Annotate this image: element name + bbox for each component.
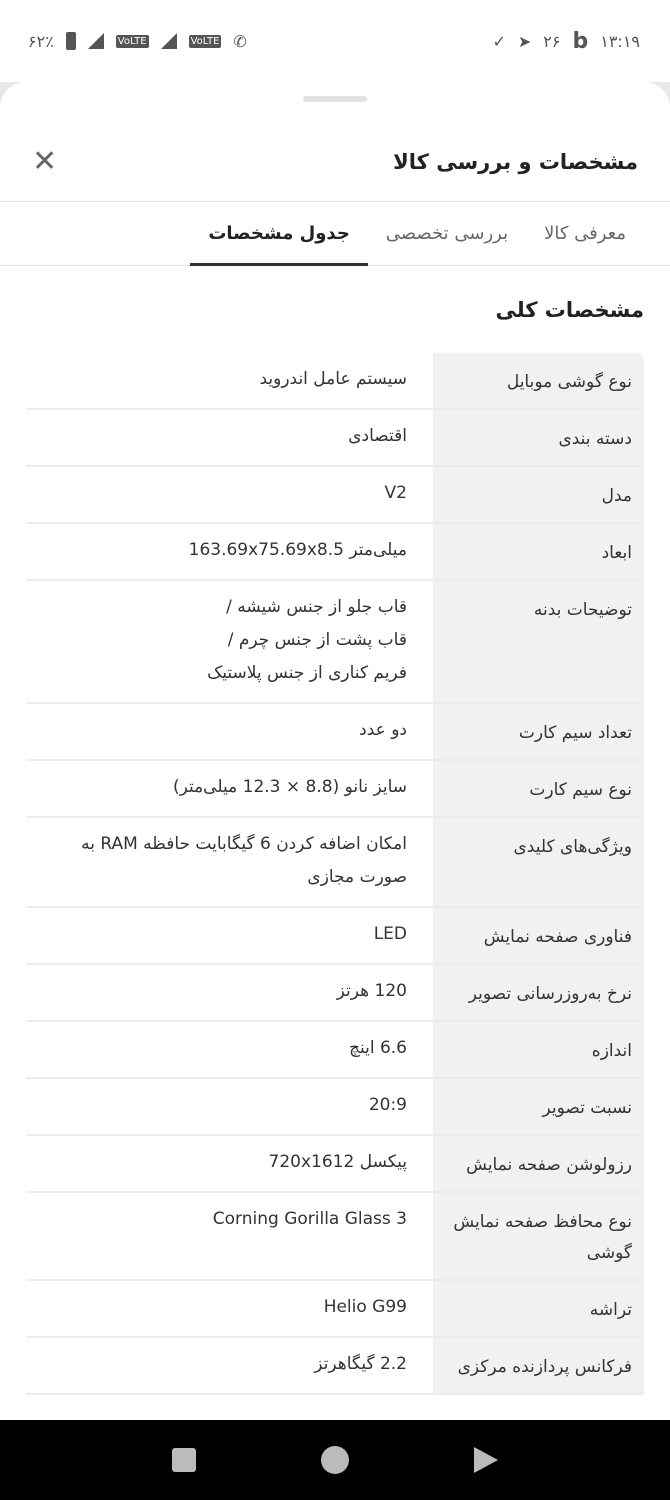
spec-value: سایز نانو (8.8 × 12.3 میلی‌متر): [172, 777, 407, 797]
home-icon[interactable]: [321, 1446, 349, 1474]
spec-label: تعداد سیم کارت: [433, 704, 644, 759]
signal-icon: [161, 33, 177, 49]
spec-label: ویژگی‌های کلیدی: [433, 818, 644, 906]
spec-value: اقتصادی: [348, 426, 407, 446]
battery-icon: [66, 32, 76, 50]
spec-value: امکان اضافه کردن 6 گیگابایت حافظه RAM به صورت مجازی: [81, 834, 407, 887]
spec-row: [26, 1281, 644, 1338]
spec-row: [26, 353, 644, 410]
spec-value: 6.6 اینچ: [348, 1038, 407, 1058]
spec-row: [26, 818, 644, 908]
drag-handle[interactable]: [303, 96, 367, 102]
spec-value: 2.2 گیگاهرتز: [314, 1354, 407, 1374]
signal-icon: [88, 33, 104, 49]
spec-label: نوع سیم کارت: [433, 761, 644, 816]
spec-value: میلی‌متر 163.69x75.69x8.5: [188, 540, 407, 560]
bottom-sheet: [0, 82, 670, 1420]
telegram-icon: ➤: [517, 31, 532, 51]
spec-label: رزولوشن صفحه نمایش: [433, 1136, 644, 1191]
back-icon[interactable]: [474, 1447, 498, 1473]
spec-label: فناوری صفحه نمایش: [433, 908, 644, 963]
close-icon[interactable]: ✕: [32, 144, 58, 179]
spec-value: 20:9: [368, 1095, 407, 1115]
spec-label: فرکانس پردازنده مرکزی: [433, 1338, 644, 1393]
tab-introduction[interactable]: معرفی کالا: [544, 223, 626, 244]
spec-label: نرخ به‌روزرسانی تصویر: [433, 965, 644, 1020]
spec-row: [26, 581, 644, 704]
spec-label: ابعاد: [433, 524, 644, 579]
spec-label: نسبت تصویر: [433, 1079, 644, 1134]
sheet-title: مشخصات و بررسی کالا: [393, 149, 638, 174]
status-bar: [0, 0, 670, 82]
navigation-bar: [0, 1420, 670, 1500]
spec-row: [26, 524, 644, 581]
spec-value: قاب جلو از جنس شیشه / قاب پشت از جنس چرم / فریم کناری از جنس پلاستیک: [207, 597, 407, 683]
spec-row: [26, 965, 644, 1022]
recents-icon[interactable]: [172, 1448, 196, 1472]
spec-value: دو عدد: [359, 720, 407, 740]
spec-row: [26, 1136, 644, 1193]
spec-value: LED: [373, 924, 407, 944]
section-title: مشخصات کلی: [495, 298, 644, 322]
volte-icon: VoLTE: [190, 35, 220, 47]
spec-value: Helio G99: [323, 1297, 407, 1317]
spec-label: تراشه: [433, 1281, 644, 1336]
notification-count: ۲۶: [543, 31, 561, 51]
spec-row: [26, 467, 644, 524]
check-icon: ✓: [492, 31, 506, 51]
clock: ۱۳:۱۹: [600, 31, 640, 51]
volte-icon: VoLTE: [117, 35, 147, 47]
spec-row: [26, 908, 644, 965]
spec-row: [26, 1022, 644, 1079]
spec-value: پیکسل 720x1612: [268, 1152, 407, 1172]
spec-row: [26, 1193, 644, 1281]
sheet-header: [0, 122, 670, 202]
tab-specifications[interactable]: جدول مشخصات: [190, 203, 367, 265]
spec-row: [26, 1338, 644, 1395]
spec-value: V2: [384, 483, 407, 503]
spec-label: اندازه: [433, 1022, 644, 1077]
spec-label: توضیحات بدنه: [433, 581, 644, 702]
spec-row: [26, 410, 644, 467]
spec-value: Corning Gorilla Glass 3: [212, 1209, 407, 1229]
spec-row: [26, 1079, 644, 1136]
tab-bar: [0, 203, 670, 266]
call-off-icon: ✆: [233, 31, 247, 51]
spec-table: [26, 353, 644, 1395]
spec-value: سیستم عامل اندروید: [259, 369, 407, 389]
spec-label: دسته بندی: [433, 410, 644, 465]
spec-label: نوع محافظ صفحه نمایش گوشی: [433, 1193, 644, 1279]
spec-label: مدل: [433, 467, 644, 522]
spec-row: [26, 704, 644, 761]
app-icon: b: [572, 28, 589, 54]
tab-expert-review[interactable]: بررسی تخصصی: [385, 223, 509, 244]
spec-row: [26, 761, 644, 818]
spec-label: نوع گوشی موبایل: [433, 353, 644, 408]
battery-percent: ۶۲٪: [28, 31, 54, 51]
spec-value: 120 هرتز: [336, 981, 407, 1001]
